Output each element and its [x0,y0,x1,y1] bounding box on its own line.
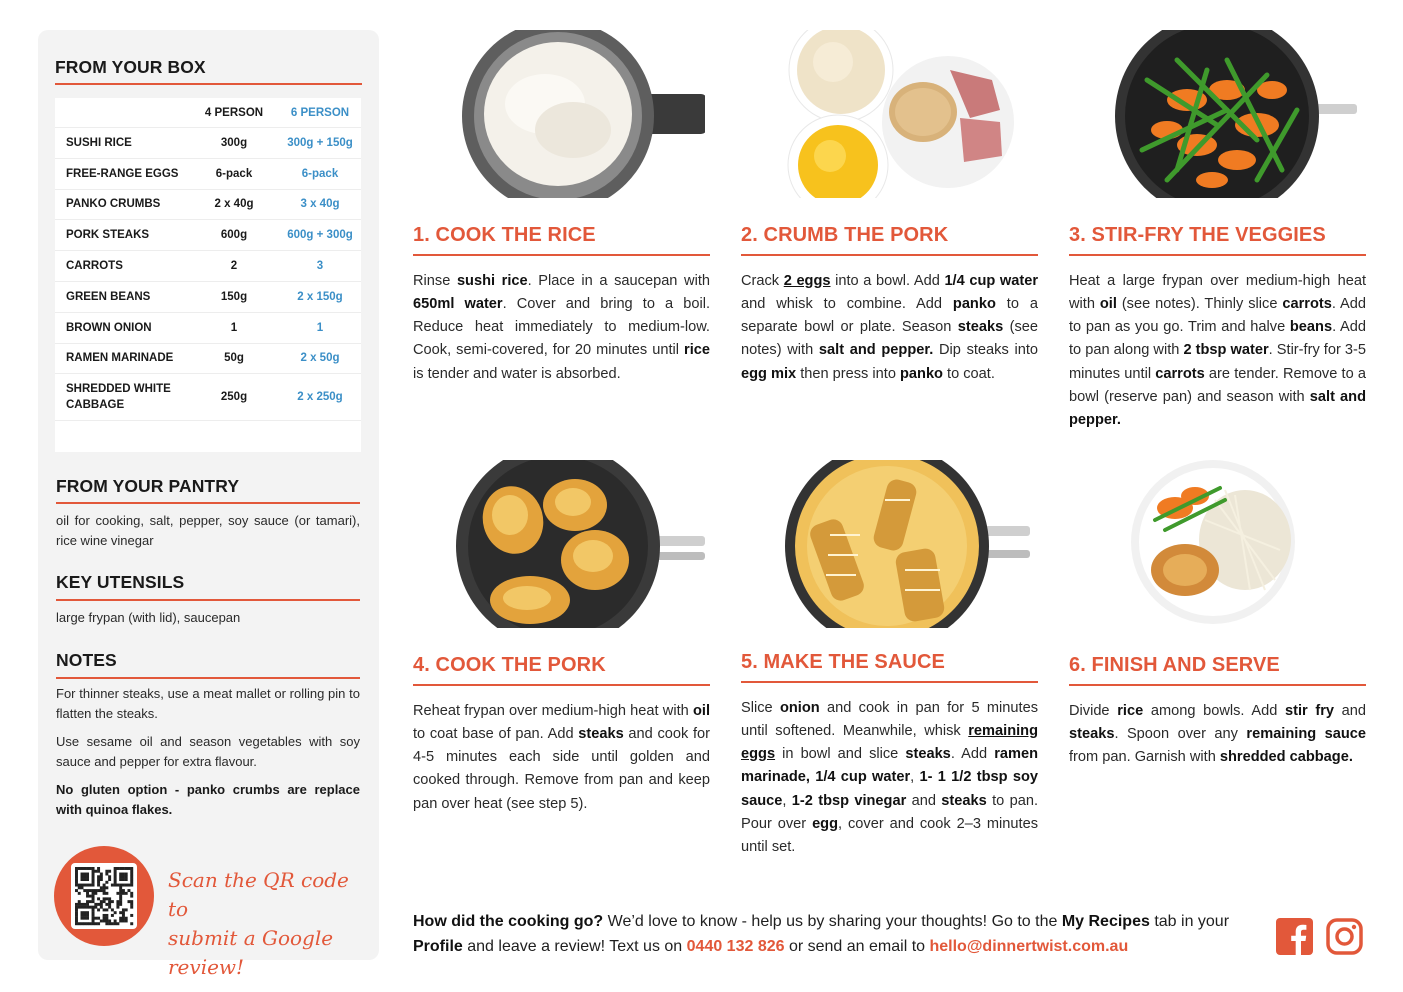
table-row [55,220,361,251]
qty-6-person: 600g + 300g [287,229,353,242]
step-instructions: Reheat frypan over medium-high heat with oil to coat base of pan. Add steaks and cook for 4-5 minutes each side until golden and cooked through. Remove from pan and keep pan over heat (see step 5). [413,702,711,812]
step-4 [413,654,710,816]
instagram-icon[interactable] [1326,918,1363,955]
ingredient-name: CARROTS [66,260,123,273]
phone-link[interactable]: 0440 132 826 [686,938,785,955]
step-title: 1. COOK THE RICE [413,224,596,246]
step-1 [413,224,710,386]
qty-6-person: 2 x 250g [297,391,343,404]
qty-6-person: 1 [316,321,324,334]
ingredient-name: SUSHI RICE [66,136,132,149]
table-row [55,344,361,375]
step-3 [1069,224,1366,433]
step-instructions: Heat a large frypan over medium-high heat with oil (see notes). Thinly slice carrots. Add to pan as you go. Trim and halve beans. Add to pan along with 2 tbsp water. Stir-fry for 3-5 minutes until carrots are tender. Remove to a bowl (reserve pan) and season with salt and pepper. [1069,272,1367,429]
qty-4-person: 50g [224,352,244,365]
ingredient-name: FREE-RANGE EGGS [66,167,179,180]
step-6 [1069,654,1366,769]
pantry-text: oil for cooking, salt, pepper, soy sauce (or tamari), rice wine vinegar [56,513,360,548]
table-row [55,282,361,313]
note-item: No gluten option - panko crumbs are replace with quinoa flakes. [56,782,360,817]
qty-6-person: 2 x 150g [297,290,343,303]
from-your-box-heading: FROM YOUR BOX [55,57,206,77]
qty-4-person: 600g [220,229,248,242]
note-item: Use sesame oil and season vegetables with soy sauce and pepper for extra flavour. [56,734,360,769]
ingredients-table [55,98,361,452]
table-row [55,251,361,282]
step-5-photo [780,460,1030,628]
table-row [55,159,361,190]
divider [55,83,362,85]
step-instructions: Crack 2 eggs into a bowl. Add 1/4 cup water and whisk to combine. Add panko to a separate bowl or plate. Season steaks (see notes) with salt and pepper. Dip steaks into egg mix then press into panko to coat. [741,272,1039,382]
step-title: 3. STIR-FRY THE VEGGIES [1069,224,1326,246]
step-4-photo [455,460,705,628]
table-row [55,190,361,221]
step-instructions: Slice onion and cook in pan for 5 minutes until softened. Meanwhile, whisk remaining eggs in bowl and slice steaks. Add ramen marinade, 1/4 cup water, 1- 1 1/2 tbsp soy sauce, 1-2 tbsp vinegar and steaks to pan. Pour over egg, cover and cook 2–3 minutes until set. [741,699,1039,856]
qty-4-person: 250g [220,391,248,404]
step-1-photo [455,30,705,198]
step-2 [741,224,1038,386]
ingredient-name: PANKO CRUMBS [66,198,161,211]
divider [56,677,360,679]
ingredient-name: GREEN BEANS [66,290,151,303]
qr-caption: Scan the QR code to submit a Google review! [168,868,349,979]
table-row [55,128,361,159]
note-item: For thinner steaks, use a meat mallet or rolling pin to flatten the steaks. [56,686,360,721]
col-6-person: 6 PERSON [290,106,350,119]
divider [413,684,710,686]
email-link[interactable]: hello@dinnertwist.com.au [929,938,1129,955]
divider [56,599,360,601]
profile-link[interactable]: Profile [413,938,463,955]
qty-4-person: 2 [230,260,238,273]
key-utensils-heading: KEY UTENSILS [56,572,185,592]
ingredients-panel [38,30,379,979]
step-title: 2. CRUMB THE PORK [741,224,949,246]
qr-badge [54,846,154,946]
divider [413,254,710,256]
table-row [55,313,361,344]
divider [56,502,360,504]
notes-heading: NOTES [56,650,117,670]
ingredient-name: PORK STEAKS [66,229,150,242]
ingredient-name: RAMEN MARINADE [66,352,174,365]
qr-code-icon[interactable] [71,863,137,929]
step-instructions: Divide rice among bowls. Add stir fry and steaks. Spoon over any remaining sauce from pan. Garnish with shredded cabbage. [1069,702,1367,766]
step-6-photo [1125,460,1300,628]
notes-list [56,684,360,828]
step-3-photo [1107,30,1357,198]
table-row [55,374,361,421]
qty-6-person: 6-pack [301,167,339,180]
qty-4-person: 6-pack [215,167,253,180]
col-4-person: 4 PERSON [204,106,264,119]
divider [1069,684,1366,686]
qty-6-person: 3 x 40g [300,198,340,211]
ingredient-name: BROWN ONION [66,321,152,334]
step-title: 5. MAKE THE SAUCE [741,651,945,673]
qty-6-person: 2 x 50g [300,352,340,365]
ingredient-name: SHREDDED WHITE CABBAGE [66,383,171,412]
divider [741,681,1038,683]
qty-6-person: 300g + 150g [287,136,353,149]
step-title: 6. FINISH AND SERVE [1069,654,1280,676]
divider [1069,254,1366,256]
divider [741,254,1038,256]
qty-4-person: 1 [230,321,238,334]
review-footer: How did the cooking go? We’d love to know - help us by sharing your thoughts! Go to the My Recipes tab in your Profile and leave a review! Text us on 0440 132 826 or send an email to hello@dinnertwist.com.au [413,913,1230,955]
qty-4-person: 150g [220,290,248,303]
facebook-icon[interactable] [1276,918,1313,955]
qty-6-person: 3 [316,260,324,273]
qty-4-person: 2 x 40g [214,198,254,211]
table-header [55,98,361,128]
from-your-pantry-heading: FROM YOUR PANTRY [56,476,240,496]
utensils-text: large frypan (with lid), saucepan [56,610,241,625]
step-2-photo [778,30,1018,198]
step-title: 4. COOK THE PORK [413,654,606,676]
my-recipes-link[interactable]: My Recipes [1061,913,1150,930]
qty-4-person: 300g [220,136,248,149]
step-5 [741,651,1038,860]
step-instructions: Rinse sushi rice. Place in a saucepan with 650ml water. Cover and bring to a boil. Reduce heat immediately to medium-low. Cook, semi-covered, for 20 minutes until rice is tender and water is absorbed. [413,272,711,382]
